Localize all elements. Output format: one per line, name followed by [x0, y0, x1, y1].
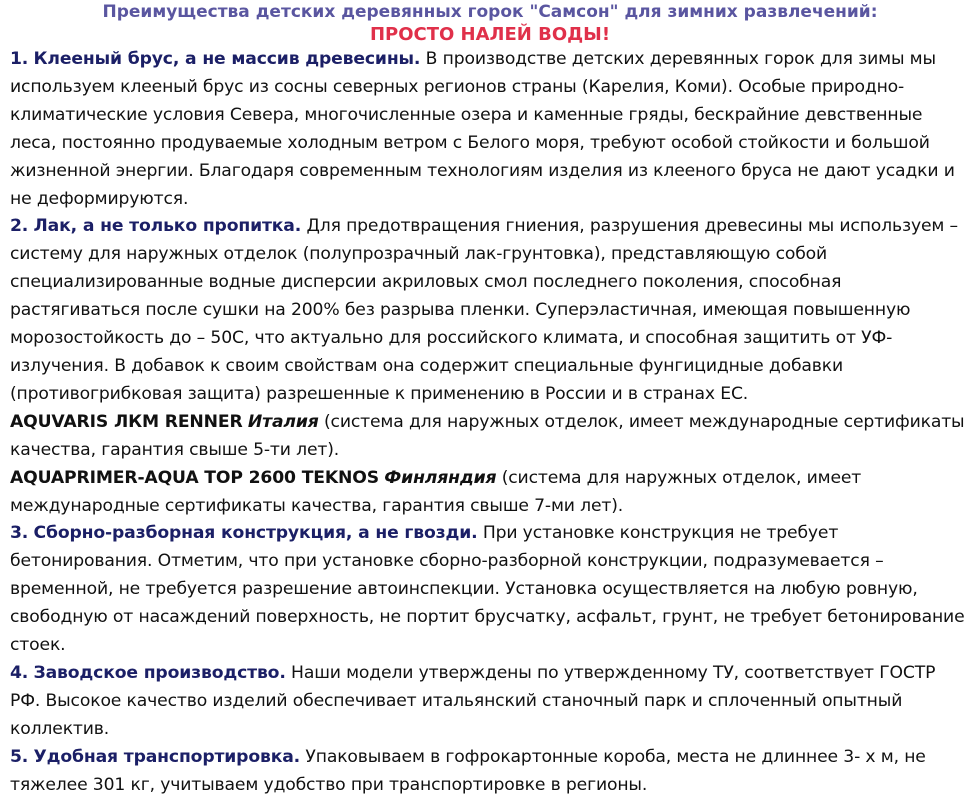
brand-2	[10, 465, 970, 521]
brand-note: (система для наружных отделок, имеет международные сертификаты качества, гарантия свыше 7-ми лет).	[10, 467, 862, 516]
section-heading: Удобная транспортировка.	[33, 746, 301, 767]
brand-name: AQUAPRIMER-AQUA TOP 2600 TEKNOS	[10, 467, 379, 488]
section-heading: Сборно-разборная конструкция, а не гвозди.	[33, 523, 478, 544]
page-subtitle: ПРОСТО НАЛЕЙ ВОДЫ!	[369, 24, 611, 45]
brand-1	[10, 409, 970, 465]
section-body: При установке конструкция не требует бетонирования. Отметим, что при установке сборно-разборной конструкции, подразумевается – временной, не требуется разрешение автоинспекции. Установка осуществляется на любую ровную, свободную от насаждений поверхность, не портит брусчатку, асфальт, грунт, не требует бетонирование стоек.	[10, 523, 965, 656]
brand-note: (система для наружных отделок, имеет международные сертификаты качества, гарантия свыше 5-ти лет).	[10, 411, 965, 460]
section-body: Наши модели утверждены по утвержденному ТУ, соответствует ГОСТР РФ. Высокое качество изделий обеспечивает итальянский станочный парк и сплоченный опытный коллектив.	[10, 662, 936, 739]
page-title: Преимущества детских деревянных горок "Самсон" для зимних развлечений:	[102, 2, 878, 22]
brand-country: Италия	[247, 411, 319, 432]
section-body: Упаковываем в гофрокартонные короба, места не длиннее 3- х м, не тяжелее 301 кг, учитываем удобство при транспортировке в регионы.	[10, 746, 926, 795]
section-5	[10, 744, 970, 799]
section-body: Для предотвращения гниения, разрушения древесины мы используем – систему для наружных отделок (полупрозрачный лак-грунтовка), представляющую собой специализированные водные дисперсии акриловых смол последнего поколения, способная растягиваться после сушки на 200% без разрыва пленки. Суперэластичная, имеющая повышенную морозостойкость до – 50С, что актуально для российского климата, и способная защитить от УФ-излучения. В добавок к своим свойствам она содержит специальные фунгицидные добавки (противогрибковая защита) разрешенные к применению в России и в странах ЕС.	[10, 216, 958, 404]
section-3	[10, 520, 970, 660]
section-heading: Заводское производство.	[33, 662, 286, 683]
section-number: 1.	[10, 49, 29, 69]
section-heading: Лак, а не только пропитка.	[33, 216, 302, 237]
section-heading: Клееный брус, а не массив древесины.	[33, 49, 421, 69]
section-number: 5.	[10, 746, 29, 767]
section-2	[10, 213, 970, 408]
section-4	[10, 660, 970, 744]
section-1	[10, 46, 970, 213]
section-number: 2.	[10, 216, 29, 237]
brand-name: AQUVARIS ЛКМ RENNER	[10, 411, 243, 432]
section-number: 3.	[10, 523, 29, 544]
section-body: В производстве детских деревянных горок для зимы мы используем клееный брус из сосны северных регионов страны (Карелия, Коми). Особые природно-климатические условия Севера, многочисленные озера и каменные гряды, бескрайние девственные леса, постоянно продуваемые холодным ветром с Белого моря, требуют особой стойкости и большой жизненной энергии. Благодаря современным технологиям изделия из клееного бруса не дают усадки и не деформируются.	[10, 49, 955, 209]
section-number: 4.	[10, 662, 29, 683]
brand-country: Финляндия	[384, 467, 497, 488]
